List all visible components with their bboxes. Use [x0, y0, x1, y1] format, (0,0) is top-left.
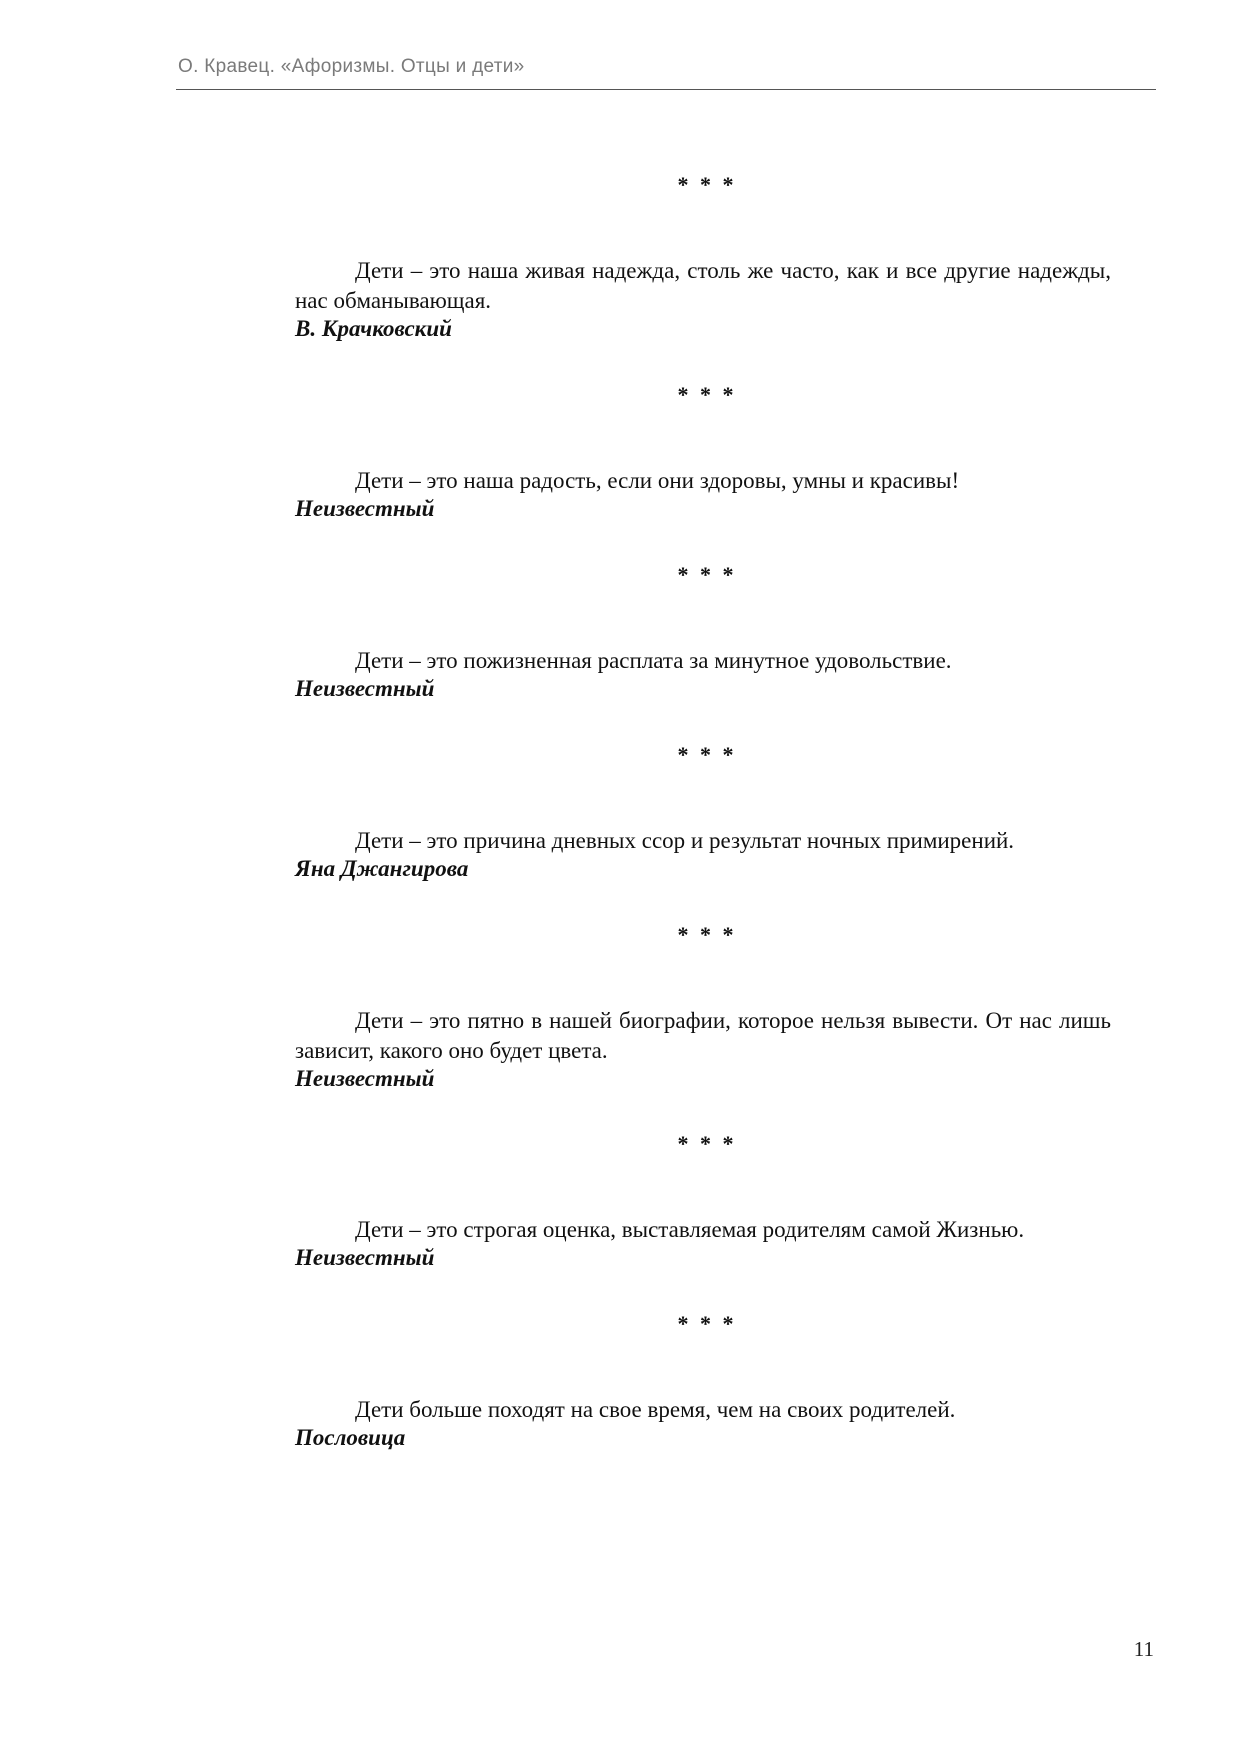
page-number: 11: [1133, 1637, 1154, 1661]
quote-text: Дети – это пожизненная расплата за минутное удовольствие.: [355, 648, 952, 673]
quote-text: Дети – это пятно в нашей биографии, которое нельзя вывести. От нас лишь зависит, какого оно будет цвета.: [295, 1008, 1111, 1063]
quote-author: Неизвестный: [295, 1245, 435, 1270]
section-separator: * * *: [677, 1131, 737, 1156]
quote-author: Неизвестный: [295, 496, 435, 521]
quote-author: Яна Джангирова: [295, 856, 469, 881]
section-separator: * * *: [677, 1311, 737, 1336]
quote-author: В. Крачковский: [295, 316, 452, 341]
section-separator: * * *: [677, 922, 737, 947]
section-separator: * * *: [677, 562, 737, 587]
section-separator: * * *: [677, 742, 737, 767]
header-divider: [176, 89, 1156, 90]
section-separator: * * *: [677, 172, 737, 197]
quote-text: Дети – это строгая оценка, выставляемая родителям самой Жизнью.: [355, 1217, 1025, 1242]
quote-text: Дети – это причина дневных ссор и результат ночных примирений.: [355, 828, 1015, 853]
quote-author: Пословица: [295, 1425, 406, 1450]
quote-author: Неизвестный: [295, 676, 435, 701]
quote-author: Неизвестный: [295, 1066, 435, 1091]
section-separator: * * *: [677, 382, 737, 407]
running-header: О. Кравец. «Афоризмы. Отцы и дети»: [178, 56, 525, 77]
quote-text: Дети – это наша радость, если они здоровы, умны и красивы!: [355, 468, 960, 493]
quote-text: Дети больше походят на свое время, чем на своих родителей.: [355, 1397, 956, 1422]
quote-text: Дети – это наша живая надежда, столь же часто, как и все другие надежды, нас обманывающая.: [295, 258, 1111, 313]
